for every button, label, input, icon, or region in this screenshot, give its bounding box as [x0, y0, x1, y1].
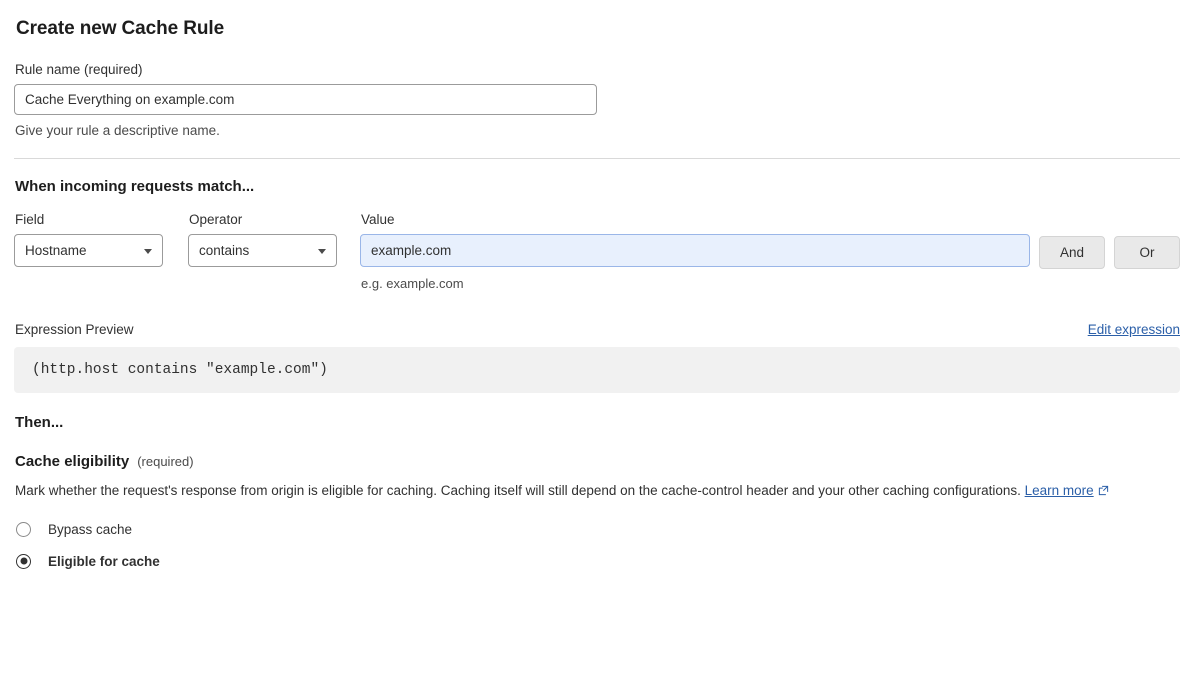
then-section-heading: Then... — [15, 414, 64, 431]
value-label: Value — [361, 212, 395, 227]
field-select[interactable] — [14, 234, 163, 267]
or-button-wrap — [1114, 212, 1180, 269]
chevron-down-icon — [144, 249, 152, 254]
operator-column — [188, 212, 337, 267]
value-hint: e.g. example.com — [361, 276, 464, 291]
value-input[interactable] — [360, 234, 1030, 267]
field-select-value: Hostname — [25, 243, 87, 258]
rule-name-input[interactable] — [14, 84, 597, 115]
expression-preview-text: (http.host contains "example.com") — [32, 362, 328, 378]
rule-name-label: Rule name (required) — [15, 62, 143, 77]
edit-expression-link[interactable]: Edit expression — [1087, 322, 1180, 337]
radio-label-eligible-for-cache: Eligible for cache — [48, 553, 160, 569]
value-column — [360, 212, 1030, 291]
radio-eligible-for-cache[interactable] — [16, 554, 31, 569]
radio-label-bypass-cache: Bypass cache — [48, 521, 133, 537]
radio-row-eligible-for-cache[interactable] — [16, 554, 1180, 569]
operator-label: Operator — [189, 212, 243, 227]
radio-row-bypass-cache[interactable] — [16, 522, 1180, 537]
operator-select-value: contains — [199, 243, 250, 258]
cache-eligibility-required: (required) — [137, 454, 194, 469]
cache-eligibility-header — [15, 453, 1180, 470]
learn-more-link[interactable]: Learn more — [1024, 483, 1094, 498]
chevron-down-icon — [318, 249, 326, 254]
operator-select[interactable] — [188, 234, 337, 267]
field-label: Field — [15, 212, 45, 227]
expression-header — [14, 322, 1180, 337]
page-title: Create new Cache Rule — [16, 18, 225, 39]
radio-bypass-cache[interactable] — [16, 522, 31, 537]
expression-preview-label: Expression Preview — [15, 322, 134, 337]
cache-eligibility-title: Cache eligibility — [15, 453, 130, 470]
section-divider — [14, 158, 1180, 159]
external-link-icon — [1098, 482, 1109, 503]
and-button[interactable]: And — [1039, 236, 1105, 269]
or-button[interactable]: Or — [1114, 236, 1180, 269]
match-row — [14, 212, 1180, 291]
match-section-heading: When incoming requests match... — [15, 178, 255, 195]
rule-name-help: Give your rule a descriptive name. — [15, 123, 220, 138]
expression-preview-box — [14, 347, 1180, 393]
and-button-wrap — [1039, 212, 1105, 269]
cache-eligibility-description-text: Mark whether the request's response from origin is eligible for caching. Caching itself will still depend on the cache-control header and your other caching configurations. — [15, 483, 1025, 498]
cache-eligibility-description — [15, 481, 1175, 502]
field-column — [14, 212, 163, 267]
